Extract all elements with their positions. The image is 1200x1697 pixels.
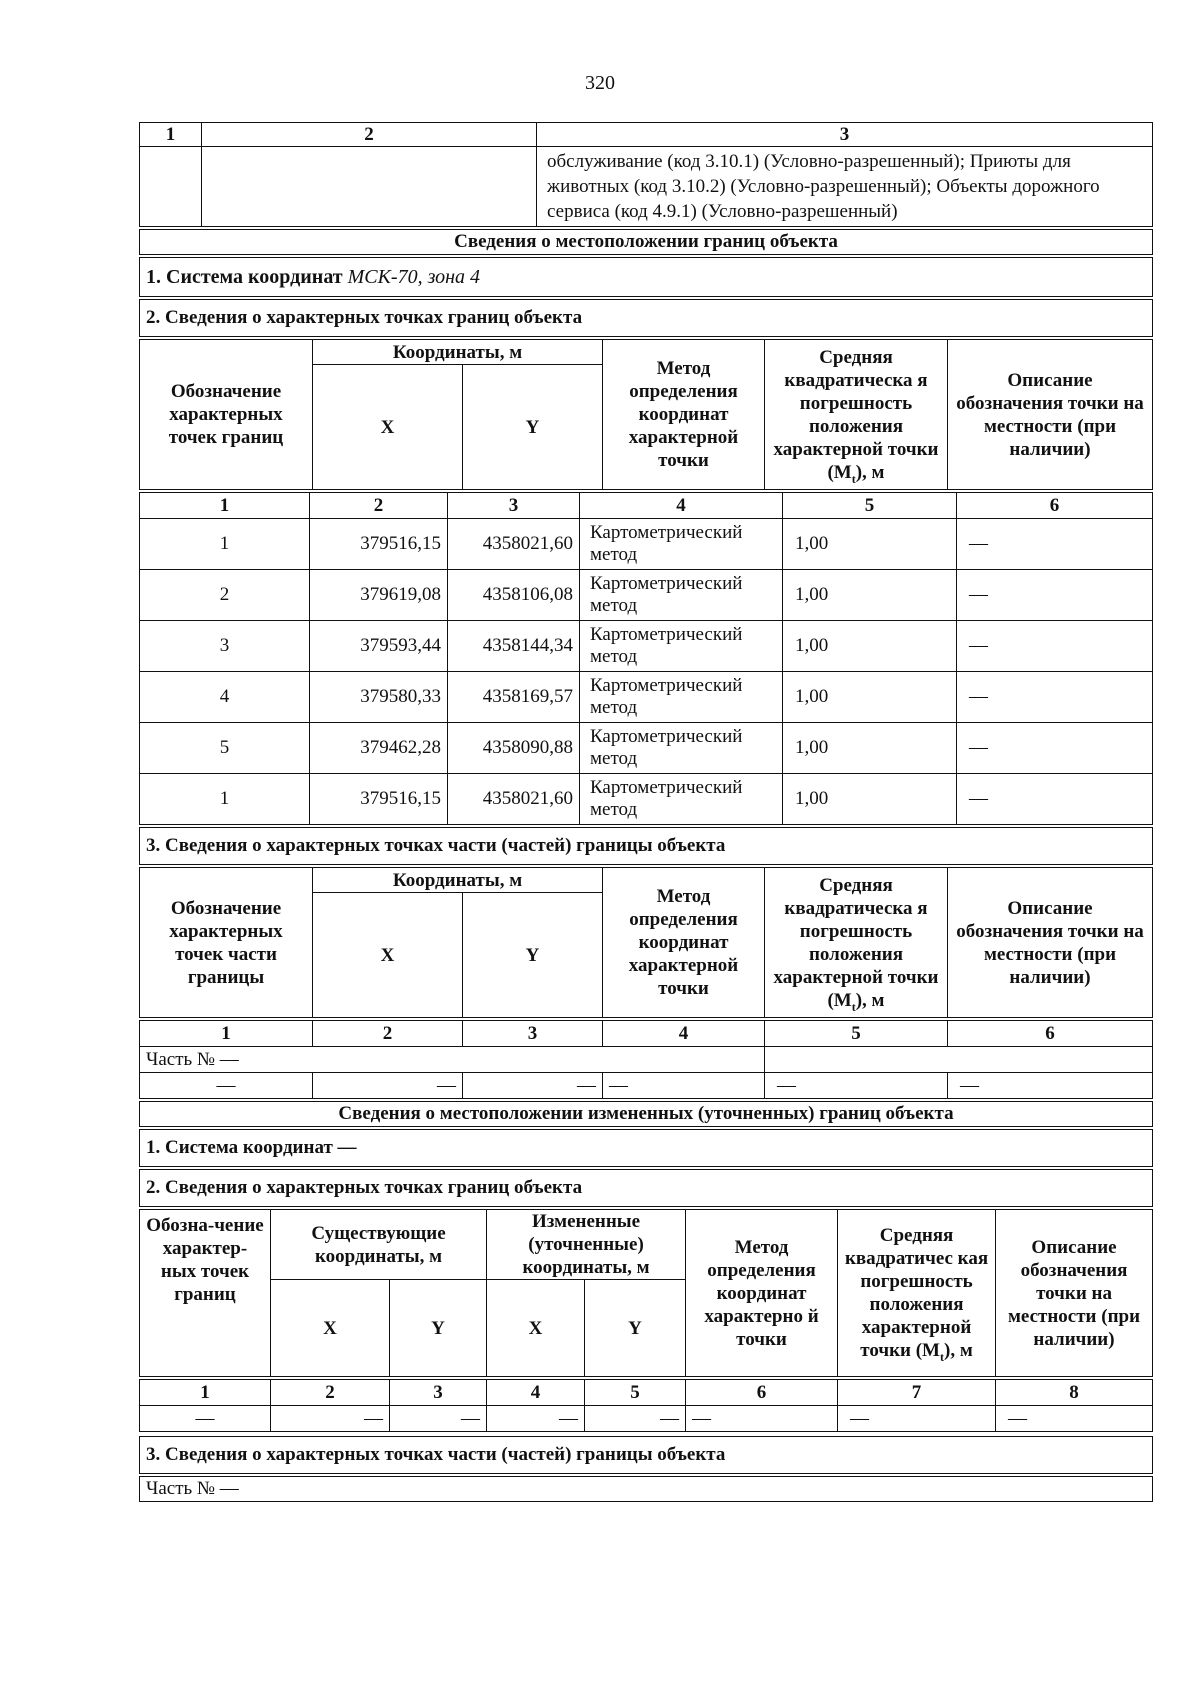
parts-header-method: Метод определения координат характерной точки [603, 868, 765, 1018]
section2-parts-title: 3. Сведения о характерных точках части (частей) границы объекта [140, 1437, 1153, 1474]
parts-header-description: Описание обозначения точки на местности (при наличии) [948, 868, 1153, 1018]
document [139, 122, 1153, 1502]
points-title: 2. Сведения о характерных точках границ объекта [140, 300, 1153, 337]
header-y: Y [463, 365, 603, 490]
section2-parts-title-box [139, 1436, 1153, 1474]
parts-header-designation: Обозначение характерных точек части границы [140, 868, 313, 1018]
parts-header [139, 867, 1153, 1018]
section2-points-title: 2. Сведения о характерных точках границ объекта [140, 1170, 1153, 1207]
section2-coord-box [139, 1129, 1153, 1167]
parts-header-error: Средняя квадратическа я погрешность положения характерной точки $(M_t)$, м [765, 868, 948, 1018]
coord-system-label: 1. Система координат [146, 266, 343, 288]
colnum: 4 [603, 1021, 765, 1047]
coord-system-box [139, 257, 1153, 297]
s2-header-existing: Существующие координаты, м [271, 1210, 487, 1280]
parts-header-coords: Координаты, м [313, 868, 603, 893]
points-table [139, 492, 1153, 825]
colnum: 1 [140, 493, 310, 519]
s2-header-changed: Измененные (уточненные) координаты, м [487, 1210, 686, 1280]
section2-coord-system: 1. Система координат — [140, 1130, 1153, 1167]
parts-title-box [139, 827, 1153, 865]
colnum: 2 [313, 1021, 463, 1047]
colnum: 2 [310, 493, 448, 519]
colnum: 1 [140, 1021, 313, 1047]
top-col-2: 2 [202, 123, 537, 147]
section2-table: 1 2 3 4 5 6 7 8 — — — — — — — — [139, 1379, 1153, 1432]
section2-part-label: Часть № — [140, 1477, 1153, 1502]
parts-table [139, 1020, 1153, 1099]
section2-title: Сведения о местоположении измененных (уточненных) границ объекта [140, 1102, 1153, 1127]
s2-header-error: Средняя квадратичес кая погрешность положения характерной точки $(M_t)$, м [838, 1210, 996, 1377]
permitted-use-text: обслуживание (код 3.10.1) (Условно-разрешенный); Приюты для животных (код 3.10.2) (Условно-разрешенный); Объекты дорожного сервиса (код 4.9.1) (Условно-разрешенный) [537, 147, 1153, 227]
colnum: 6 [948, 1021, 1153, 1047]
table-row: 3 379593,44 4358144,34 Картометрический метод 1,00 — [140, 621, 1153, 672]
header-coords: Координаты, м [313, 340, 603, 365]
coord-system-value: МСК-70, зона 4 [347, 266, 481, 288]
page-number: 320 [585, 72, 615, 94]
points-header [139, 339, 1153, 490]
table-row: 5 379462,28 4358090,88 Картометрический метод 1,00 — [140, 723, 1153, 774]
parts-header-y: Y [463, 893, 603, 1018]
section2-part-box [139, 1476, 1153, 1502]
top-table [139, 122, 1153, 227]
points-title-box [139, 299, 1153, 337]
table-row: 2 379619,08 4358106,08 Картометрический метод 1,00 — [140, 570, 1153, 621]
header-x: X [313, 365, 463, 490]
colnum: 3 [463, 1021, 603, 1047]
parts-header-x: X [313, 893, 463, 1018]
section1-title-box [139, 229, 1153, 255]
s2-header-method: Метод определения координат характерно й точки [686, 1210, 838, 1377]
s2-header-description: Описание обозначения точки на местности (при наличии) [996, 1210, 1153, 1377]
table-row: — — — — — — [140, 1073, 1153, 1099]
colnum: 5 [765, 1021, 948, 1047]
table-row: 1 379516,15 4358021,60 Картометрический метод 1,00 — [140, 519, 1153, 570]
header-method: Метод определения координат характерной точки [603, 340, 765, 490]
colnum: 4 [580, 493, 783, 519]
s2-header-designation: Обозна-чение характер-ных точек границ [140, 1210, 271, 1377]
parts-title: 3. Сведения о характерных точках части (частей) границы объекта [140, 828, 1153, 865]
top-col-3: 3 [537, 123, 1153, 147]
table-row: 1 379516,15 4358021,60 Картометрический метод 1,00 — [140, 774, 1153, 825]
section2-points-title-box [139, 1169, 1153, 1207]
colnum: 3 [448, 493, 580, 519]
section2-title-box [139, 1101, 1153, 1127]
header-error: Средняя квадратическа я погрешность положения характерной точки $(M_t)$, м [765, 340, 948, 490]
table-row: — — — — — — — — [140, 1406, 1153, 1432]
header-designation: Обозначение характерных точек границ [140, 340, 313, 490]
top-col-1: 1 [140, 123, 202, 147]
colnum: 6 [957, 493, 1153, 519]
table-row: 4 379580,33 4358169,57 Картометрический метод 1,00 — [140, 672, 1153, 723]
part-label: Часть № — [140, 1047, 765, 1073]
section1-title: Сведения о местоположении границ объекта [140, 230, 1153, 255]
colnum: 5 [783, 493, 957, 519]
header-description: Описание обозначения точки на местности (при наличии) [948, 340, 1153, 490]
section2-header: Обозна-чение характер-ных точек границ Существующие координаты, м Измененные (уточненные) координаты, м Метод определения координат характерно й точки Средняя квадратичес кая погрешность положения характерной точки $(M_t)$, м Описание обозначения точки на местности (при наличии) X Y X Y [139, 1209, 1153, 1377]
